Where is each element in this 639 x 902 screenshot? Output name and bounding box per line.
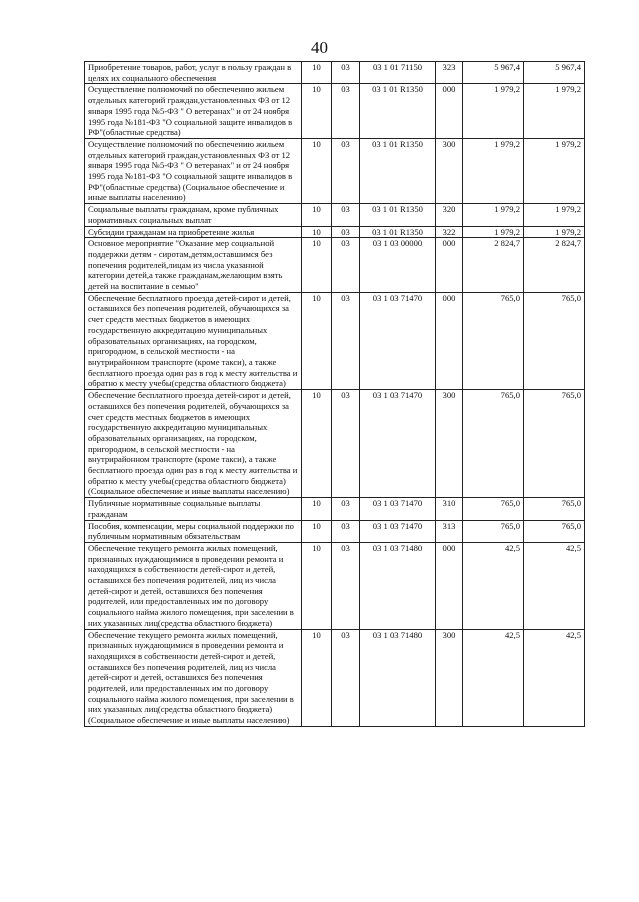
budget-table [84, 61, 585, 727]
table-body [85, 62, 585, 727]
row-expense-type-cell: 000 [436, 542, 463, 629]
row-name-cell: Осуществление полномочий по обеспечению жильем отдельных категорий граждан,установленных ФЗ от 12 января 1995 года №5-ФЗ " О ветеранах" и от 24 ноября 1995 года №181-ФЗ "О социальной защите инвалидов в РФ"(областные средства) [85, 84, 302, 139]
row-sum-2-cell: 765,0 [524, 498, 585, 520]
row-subsection-cell: 03 [332, 520, 360, 542]
row-section-cell: 10 [302, 390, 332, 498]
row-expense-type-cell: 313 [436, 520, 463, 542]
row-section-cell: 10 [302, 138, 332, 203]
row-name-cell: Осуществление полномочий по обеспечению жильем отдельных категорий граждан,установленных ФЗ от 12 января 1995 года №5-ФЗ " О ветеранах" и от 24 ноября 1995 года №181-ФЗ "О социальной защите инвалидов в РФ"(областные средства) (Социальное обеспечение и иные выплаты населению) [85, 138, 302, 203]
row-expense-type-cell: 000 [436, 238, 463, 293]
row-name-cell: Основное мероприятие "Оказание мер социальной поддержки детям - сиротам,детям,оставшимся без попечения родителей,лицам из числа указанной категории детей,а также гражданам,желающим взять детей на воспитание в семью" [85, 238, 302, 293]
row-sum-2-cell: 765,0 [524, 520, 585, 542]
row-sum-2-cell: 765,0 [524, 292, 585, 389]
row-sum-2-cell: 42,5 [524, 542, 585, 629]
row-sum-2-cell: 1 979,2 [524, 226, 585, 238]
row-section-cell: 10 [302, 520, 332, 542]
row-subsection-cell: 03 [332, 498, 360, 520]
row-target-code-cell: 03 1 03 71470 [360, 390, 436, 498]
row-expense-type-cell: 300 [436, 390, 463, 498]
row-sum-2-cell: 765,0 [524, 390, 585, 498]
row-expense-type-cell: 322 [436, 226, 463, 238]
row-subsection-cell: 03 [332, 204, 360, 226]
row-name-cell: Субсидии гражданам на приобретение жилья [85, 226, 302, 238]
row-subsection-cell: 03 [332, 542, 360, 629]
row-target-code-cell: 03 1 03 71480 [360, 629, 436, 726]
row-name-cell: Публичные нормативные социальные выплаты гражданам [85, 498, 302, 520]
row-section-cell: 10 [302, 292, 332, 389]
row-sum-1-cell: 5 967,4 [463, 62, 524, 84]
row-target-code-cell: 03 1 03 71480 [360, 542, 436, 629]
row-expense-type-cell: 000 [436, 292, 463, 389]
row-section-cell: 10 [302, 84, 332, 139]
row-target-code-cell: 03 1 01 R1350 [360, 204, 436, 226]
table-row [85, 84, 585, 139]
table-row [85, 520, 585, 542]
row-target-code-cell: 03 1 01 R1350 [360, 226, 436, 238]
row-section-cell: 10 [302, 542, 332, 629]
row-target-code-cell: 03 1 01 R1350 [360, 84, 436, 139]
row-sum-1-cell: 2 824,7 [463, 238, 524, 293]
row-expense-type-cell: 300 [436, 138, 463, 203]
table-row [85, 204, 585, 226]
row-name-cell: Обеспечение бесплатного проезда детей-сирот и детей, оставшихся без попечения родителей, обучающихся за счет средств местных бюджетов в имеющих государственную аккредитацию муниципальных образовательных организациях, на городском, пригородном, в сельской местности - на внутрирайонном транспорте (кроме такси), а также бесплатного проезда один раз в год к месту жительства и обратно к месту учебы(средства областного бюджета) (Социальное обеспечение и иные выплаты населению) [85, 390, 302, 498]
row-sum-2-cell: 2 824,7 [524, 238, 585, 293]
row-section-cell: 10 [302, 62, 332, 84]
row-sum-1-cell: 1 979,2 [463, 84, 524, 139]
row-name-cell: Обеспечение бесплатного проезда детей-сирот и детей, оставшихся без попечения родителей, обучающихся за счет средств местных бюджетов в имеющих государственную аккредитацию муниципальных образовательных организациях, на городском, пригородном, в сельской местности - на внутрирайонном транспорте (кроме такси), а также бесплатного проезда один раз в год к месту жительства и обратно к месту учебы(средства областного бюджета) [85, 292, 302, 389]
row-sum-2-cell: 1 979,2 [524, 84, 585, 139]
row-subsection-cell: 03 [332, 629, 360, 726]
row-expense-type-cell: 310 [436, 498, 463, 520]
row-section-cell: 10 [302, 498, 332, 520]
table-row [85, 542, 585, 629]
table-row [85, 62, 585, 84]
row-sum-1-cell: 765,0 [463, 390, 524, 498]
row-name-cell: Обеспечение текущего ремонта жилых помещений, признанных нуждающимися в проведении ремонта и находящихся в собственности детей-сирот и детей, оставшихся без попечения родителей, лиц из числа детей-сирот и детей, оставшихся без попечения родителей, или предоставленных им по договору социального найма жилого помещения, при заселении в них указанных лиц(средства областного бюджета) (Социальное обеспечение и иные выплаты населению) [85, 629, 302, 726]
table-row [85, 498, 585, 520]
row-sum-2-cell: 1 979,2 [524, 204, 585, 226]
row-target-code-cell: 03 1 03 71470 [360, 498, 436, 520]
row-sum-1-cell: 42,5 [463, 542, 524, 629]
row-subsection-cell: 03 [332, 138, 360, 203]
row-name-cell: Пособия, компенсации, меры социальной поддержки по публичным нормативным обязательствам [85, 520, 302, 542]
row-subsection-cell: 03 [332, 84, 360, 139]
row-sum-1-cell: 1 979,2 [463, 138, 524, 203]
table-row [85, 292, 585, 389]
row-name-cell: Социальные выплаты гражданам, кроме публичных нормативных социальных выплат [85, 204, 302, 226]
row-sum-1-cell: 765,0 [463, 520, 524, 542]
row-sum-1-cell: 765,0 [463, 292, 524, 389]
table-row [85, 390, 585, 498]
row-section-cell: 10 [302, 204, 332, 226]
row-target-code-cell: 03 1 03 00000 [360, 238, 436, 293]
row-subsection-cell: 03 [332, 238, 360, 293]
row-subsection-cell: 03 [332, 292, 360, 389]
row-target-code-cell: 03 1 03 71470 [360, 292, 436, 389]
row-sum-1-cell: 1 979,2 [463, 204, 524, 226]
row-section-cell: 10 [302, 238, 332, 293]
table-row [85, 238, 585, 293]
row-section-cell: 10 [302, 629, 332, 726]
table-row [85, 629, 585, 726]
page-number: 40 [311, 38, 328, 57]
row-section-cell: 10 [302, 226, 332, 238]
row-expense-type-cell: 323 [436, 62, 463, 84]
row-sum-2-cell: 42,5 [524, 629, 585, 726]
row-sum-1-cell: 42,5 [463, 629, 524, 726]
row-target-code-cell: 03 1 01 71150 [360, 62, 436, 84]
row-name-cell: Обеспечение текущего ремонта жилых помещений, признанных нуждающимися в проведении ремонта и находящихся в собственности детей-сирот и детей, оставшихся без попечения родителей, лиц из числа детей-сирот и детей, оставшихся без попечения родителей, или предоставленных им по договору социального найма жилого помещения, при заселении в них указанных лиц(средства областного бюджета) [85, 542, 302, 629]
row-subsection-cell: 03 [332, 390, 360, 498]
row-subsection-cell: 03 [332, 62, 360, 84]
row-sum-1-cell: 765,0 [463, 498, 524, 520]
row-expense-type-cell: 000 [436, 84, 463, 139]
row-sum-2-cell: 1 979,2 [524, 138, 585, 203]
row-name-cell: Приобретение товаров, работ, услуг в пользу граждан в целях их социального обеспечения [85, 62, 302, 84]
table-row [85, 138, 585, 203]
row-sum-1-cell: 1 979,2 [463, 226, 524, 238]
row-subsection-cell: 03 [332, 226, 360, 238]
row-expense-type-cell: 320 [436, 204, 463, 226]
row-expense-type-cell: 300 [436, 629, 463, 726]
row-target-code-cell: 03 1 03 71470 [360, 520, 436, 542]
row-sum-2-cell: 5 967,4 [524, 62, 585, 84]
table-row [85, 226, 585, 238]
row-target-code-cell: 03 1 01 R1350 [360, 138, 436, 203]
